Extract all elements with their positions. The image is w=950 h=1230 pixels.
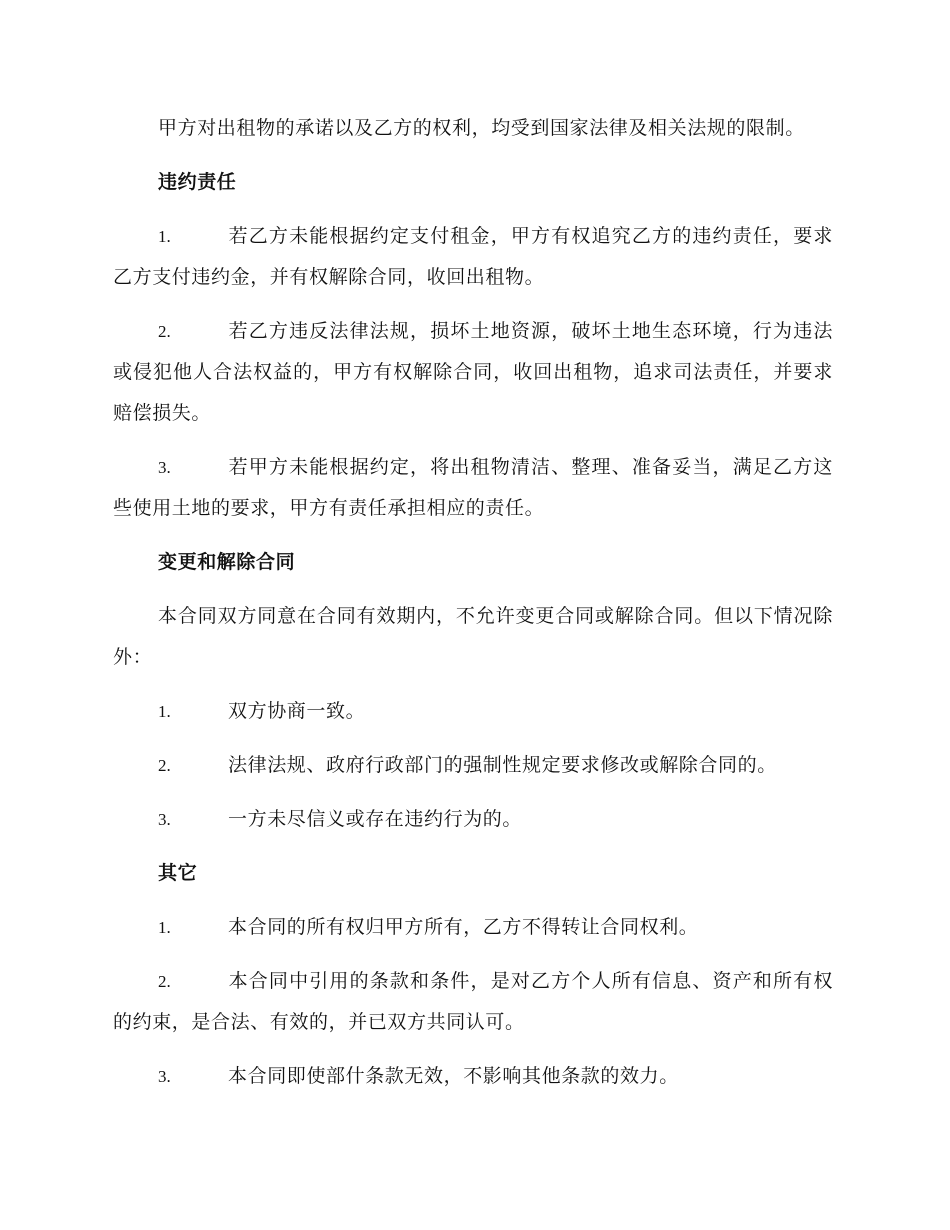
list-item [113, 311, 833, 434]
section-heading-change-termination: 变更和解除合同 [158, 551, 296, 573]
item-text: 双方协商一致。 [228, 700, 366, 722]
item-number: 1. [158, 702, 171, 721]
item-text: 本合同的所有权归甲方所有，乙方不得转让合同权利。 [228, 916, 699, 938]
item-number: 3. [158, 458, 171, 477]
item-number: 3. [158, 1067, 171, 1086]
list-item [113, 799, 833, 840]
item-text: 若甲方未能根据约定，将出租物清洁、整理、准备妥当，满足乙方这些使用土地的要求，甲方有责任承担相应的责任。 [113, 456, 833, 519]
item-number: 1. [158, 918, 171, 937]
list-item [113, 691, 833, 732]
document-body [113, 108, 833, 1110]
item-text: 一方未尽信义或存在违约行为的。 [228, 808, 523, 830]
section-heading-breach: 违约责任 [158, 171, 237, 193]
item-text: 本合同即使部什条款无效，不影响其他条款的效力。 [228, 1065, 679, 1087]
list-item [113, 1056, 833, 1097]
item-text: 法律法规、政府行政部门的强制性规定要求修改或解除合同的。 [228, 754, 777, 776]
item-text: 本合同中引用的条款和条件，是对乙方个人所有信息、资产和所有权的约束，是合法、有效的，并已双方共同认可。 [113, 970, 833, 1033]
list-item [113, 907, 833, 948]
item-text: 若乙方未能根据约定支付租金，甲方有权追究乙方的违约责任，要求乙方支付违约金，并有权解除合同，收回出租物。 [113, 225, 833, 288]
item-text: 若乙方违反法律法规，损坏土地资源，破坏土地生态环境，行为违法或侵犯他人合法权益的，甲方有权解除合同，收回出租物，追求司法责任，并要求赔偿损失。 [113, 320, 833, 424]
list-item [113, 745, 833, 786]
list-item [113, 447, 833, 529]
list-item [113, 216, 833, 298]
item-number: 3. [158, 810, 171, 829]
item-number: 2. [158, 972, 171, 991]
item-number: 2. [158, 756, 171, 775]
intro-paragraph: 甲方对出租物的承诺以及乙方的权利，均受到国家法律及相关法规的限制。 [158, 117, 805, 139]
section-heading-other: 其它 [158, 862, 198, 884]
item-number: 1. [158, 227, 171, 246]
list-item [113, 961, 833, 1043]
section-paragraph: 本合同双方同意在合同有效期内，不允许变更合同或解除合同。但以下情况除外： [113, 605, 833, 668]
item-number: 2. [158, 322, 171, 341]
